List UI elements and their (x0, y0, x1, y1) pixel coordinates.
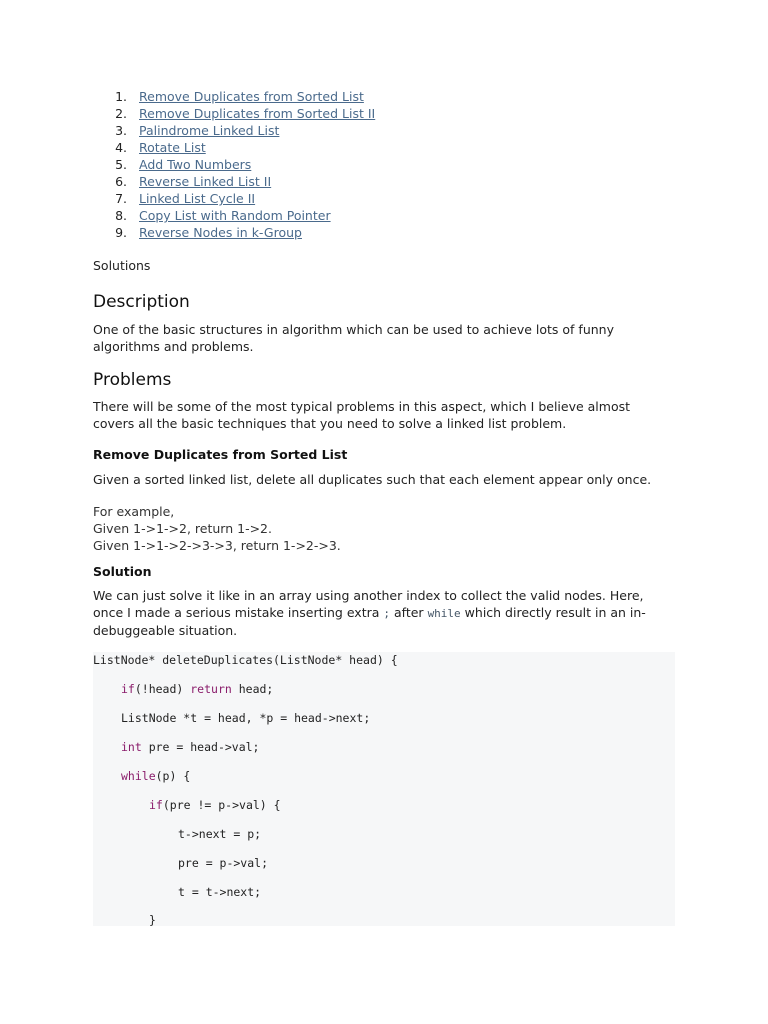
toc-link-linked-list-cycle-ii[interactable]: Linked List Cycle II (139, 191, 256, 206)
problem-statement: Given a sorted linked list, delete all duplicates such that each element appear only once. (93, 472, 652, 487)
toc-link-rotate-list[interactable]: Rotate List (139, 140, 206, 155)
toc-item (93, 224, 375, 241)
code-line (121, 739, 259, 755)
toc-number: 7. (115, 191, 127, 206)
example-line: Given 1->1->2->3->3, return 1->2->3. (93, 538, 341, 553)
problems-text: There will be some of the most typical problems in this aspect, which I believe almost covers all the basic techniques that you need to solve a linked list problem. (93, 399, 631, 431)
code-line: pre = p->val; (178, 856, 269, 870)
toc-item (93, 139, 375, 156)
code-text: head; (231, 682, 274, 696)
description-heading: Description (93, 292, 190, 312)
toc-number: 9. (115, 225, 127, 240)
toc-link-palindrome[interactable]: Palindrome Linked List (139, 123, 280, 138)
code-line: t->next = p; (178, 827, 262, 841)
solution-text (93, 587, 675, 639)
code-text: (pre != p->val) { (162, 798, 281, 812)
code-keyword: if (121, 682, 135, 696)
toc-link-add-two-numbers[interactable]: Add Two Numbers (139, 157, 252, 172)
toc-number: 1. (115, 89, 127, 104)
toc-item (93, 190, 375, 207)
code-keyword: int (121, 740, 142, 754)
problem-title: Remove Duplicates from Sorted List (93, 447, 348, 462)
toc-link-remove-duplicates[interactable]: Remove Duplicates from Sorted List (139, 89, 364, 104)
toc-item (93, 122, 375, 139)
problems-heading: Problems (93, 370, 172, 390)
solution-heading: Solution (93, 564, 152, 579)
code-text: (!head) (134, 682, 191, 696)
toc-link-reverse-nodes-k-group[interactable]: Reverse Nodes in k-Group (139, 225, 302, 240)
solutions-label: Solutions (93, 258, 151, 273)
code-line: } (149, 913, 156, 926)
code-line (121, 681, 273, 697)
toc-item (93, 173, 375, 190)
toc-number: 5. (115, 157, 127, 172)
toc-item (93, 105, 375, 122)
toc-link-reverse-linked-list-ii[interactable]: Reverse Linked List II (139, 174, 272, 189)
inline-code-semicolon: ; (383, 607, 391, 620)
toc-number: 6. (115, 174, 127, 189)
example-block (93, 503, 341, 554)
code-block (93, 652, 675, 926)
solution-text-part: We can just solve it like in an array using another index to collect the valid nodes. Here, once I made a serious mistake inserting extra (93, 588, 644, 620)
toc-number: 3. (115, 123, 127, 138)
example-intro: For example, (93, 504, 175, 519)
toc-link-remove-duplicates-ii[interactable]: Remove Duplicates from Sorted List II (139, 106, 376, 121)
solution-text-part: after (394, 605, 424, 620)
code-line (149, 797, 281, 813)
table-of-contents (93, 88, 375, 241)
toc-item (93, 156, 375, 173)
code-text: (p) { (155, 769, 191, 783)
toc-number: 2. (115, 106, 127, 121)
example-line: Given 1->1->2, return 1->2. (93, 521, 272, 536)
code-line: t = t->next; (178, 885, 262, 899)
toc-item (93, 207, 375, 224)
code-text: pre = head->val; (141, 740, 260, 754)
toc-link-copy-list-random-pointer[interactable]: Copy List with Random Pointer (139, 208, 331, 223)
toc-item (93, 88, 375, 105)
code-line: ListNode* deleteDuplicates(ListNode* head) { (93, 653, 398, 667)
toc-number: 4. (115, 140, 127, 155)
inline-code-while: while (427, 607, 461, 620)
code-line: ListNode *t = head, *p = head->next; (121, 711, 371, 725)
code-keyword: if (149, 798, 163, 812)
toc-number: 8. (115, 208, 127, 223)
code-keyword: while (121, 769, 156, 783)
solution-text-part: which directly result in an in-debuggeable situation. (93, 605, 646, 638)
code-keyword: return (190, 682, 232, 696)
code-line (121, 768, 190, 784)
description-text: One of the basic structures in algorithm which can be used to achieve lots of funny algorithms and problems. (93, 322, 614, 354)
